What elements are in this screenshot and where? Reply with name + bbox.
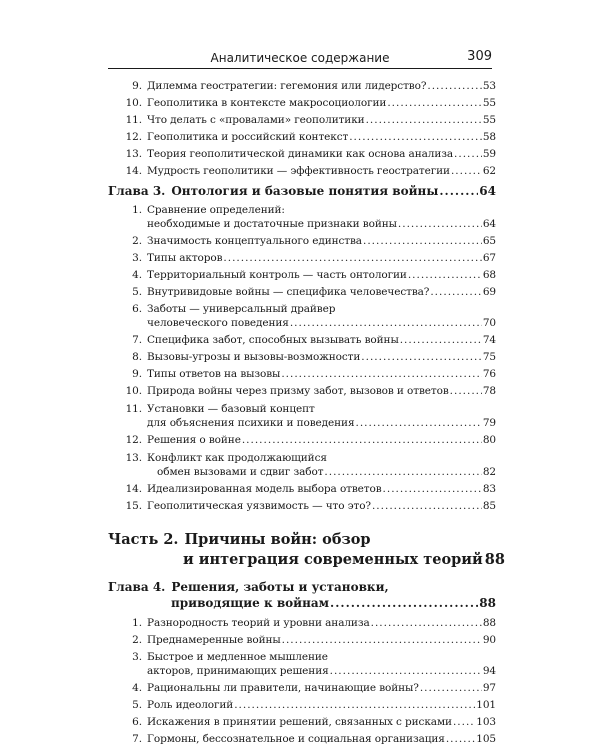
toc-entry[interactable] [0, 665, 600, 677]
toc-entry-title-continued: обмен вызовами и сдвиг забот [157, 466, 324, 478]
toc-entry-number: 5. [132, 286, 142, 298]
toc-entry[interactable] [0, 235, 600, 247]
toc-entry-page: 90 [482, 634, 496, 646]
leader-dots [330, 596, 478, 610]
leader-dots [400, 334, 482, 346]
toc-entry-page: 101 [476, 699, 496, 711]
leader-dots [454, 148, 482, 160]
toc-entry-title: Преднамеренные войны [147, 634, 281, 646]
toc-entry-page: 103 [476, 716, 496, 728]
toc-entry-title: Природа войны через призму забот, вызовов и ответов [147, 385, 449, 397]
toc-entry-number: 14. [125, 165, 142, 177]
toc-entry-page: 97 [482, 682, 496, 694]
toc-entry-title: Что делать с «провалами» геополитики [147, 114, 365, 126]
toc-chapter-heading[interactable] [0, 184, 600, 198]
toc-entry-number: 9. [132, 368, 142, 380]
toc-entry-number: 1. [132, 617, 142, 629]
toc-entry-page: 78 [482, 385, 496, 397]
leader-dots [355, 417, 481, 429]
toc-entry[interactable] [0, 148, 600, 160]
toc-entry[interactable] [0, 97, 600, 109]
leader-dots [324, 466, 481, 478]
leader-dots [453, 716, 475, 728]
toc-entry-page: 62 [482, 165, 496, 177]
toc-entry-title: Заботы — универсальный драйвер [147, 303, 336, 315]
leader-dots [282, 634, 482, 646]
toc-entry-title: Решения о войне [147, 434, 241, 446]
toc-entry-title: Геополитика в контексте макросоциологии [147, 97, 387, 109]
toc-entry-number: 12. [125, 131, 142, 143]
toc-entry-number: 7. [132, 733, 142, 745]
toc-entry-page: 80 [482, 434, 496, 446]
toc-entry-number: 10. [125, 97, 142, 109]
toc-part-heading[interactable] [0, 531, 600, 548]
leader-dots [281, 368, 482, 380]
toc-entry-title: Гормоны, бессознательное и социальная организация [147, 733, 445, 745]
toc-entry-page: 74 [482, 334, 496, 346]
toc-entry-page: 55 [482, 97, 496, 109]
toc-entry-number: 12. [125, 434, 142, 446]
toc-entry-title-continued: для объяснения психики и поведения [147, 417, 355, 429]
toc-entry[interactable] [0, 434, 600, 446]
toc-entry-number: 6. [132, 303, 142, 315]
chapter-title-continued: приводящие к войнам [171, 596, 330, 610]
toc-entry-title: Идеализированная модель выбора ответов [147, 483, 382, 495]
toc-entry-title-continued: человеческого поведения [147, 317, 289, 329]
toc-entry-title: Геополитическая уязвимость — что это? [147, 500, 371, 512]
toc-entry[interactable] [0, 80, 600, 92]
toc-entry[interactable] [0, 682, 600, 694]
toc-entry-line[interactable] [0, 452, 600, 464]
toc-entry[interactable] [0, 269, 600, 281]
toc-entry-page: 75 [482, 351, 496, 363]
leader-dots [234, 699, 475, 711]
leader-dots [387, 97, 482, 109]
toc-entry-number: 13. [125, 452, 142, 464]
toc-entry[interactable] [0, 500, 600, 512]
toc-entry-title: Типы ответов на вызовы [147, 368, 281, 380]
toc-entry[interactable] [0, 252, 600, 264]
toc-entry-page: 82 [482, 466, 496, 478]
leader-dots [290, 317, 482, 329]
toc-entry-title: Сравнение определений: [147, 204, 285, 216]
chapter-title: Решения, заботы и установки, [171, 580, 389, 594]
leader-dots [366, 114, 482, 126]
toc-entry-title: Установки — базовый концепт [147, 403, 315, 415]
toc-entry-page: 53 [482, 80, 496, 92]
toc-entry-title: Геополитика и российский контекст [147, 131, 349, 143]
toc-entry-number: 14. [125, 483, 142, 495]
toc-entry-title: Дилемма геостратегии: гегемония или лидерство? [147, 80, 427, 92]
toc-entry-title: Рациональны ли правители, начинающие войны? [147, 682, 419, 694]
toc-entry-number: 10. [125, 385, 142, 397]
chapter-page: 88 [479, 596, 496, 610]
toc-entry[interactable] [0, 733, 600, 745]
toc-chapter-heading[interactable] [0, 580, 600, 594]
toc-entry-number: 6. [132, 716, 142, 728]
leader-dots [242, 434, 482, 446]
toc-entry-page: 65 [482, 235, 496, 247]
toc-entry-title: Быстрое и медленное мышление [147, 651, 328, 663]
toc-entry-page: 94 [482, 665, 496, 677]
toc-entry-number: 8. [132, 351, 142, 363]
toc-entry-number: 13. [125, 148, 142, 160]
toc-entry-number: 9. [132, 80, 142, 92]
leader-dots [330, 665, 482, 677]
toc-entry-page: 83 [482, 483, 496, 495]
page-number: 309 [467, 49, 492, 64]
toc-entry[interactable] [0, 317, 600, 329]
toc-entry-page: 67 [482, 252, 496, 264]
toc-entry[interactable] [0, 716, 600, 728]
chapter-page: 64 [479, 184, 496, 198]
toc-chapter-heading-line[interactable] [0, 596, 600, 610]
leader-dots [451, 165, 482, 177]
toc-entry-title-continued: необходимые и достаточные признаки войны [147, 218, 397, 230]
toc-entry[interactable] [0, 114, 600, 126]
toc-part-heading-line[interactable] [0, 551, 600, 568]
leader-dots [398, 218, 482, 230]
part-title: Причины войн: обзор [184, 531, 371, 548]
toc-entry[interactable] [0, 634, 600, 646]
leader-dots [371, 617, 482, 629]
toc-entry[interactable] [0, 334, 600, 346]
toc-entry-page: 105 [476, 733, 496, 745]
toc-entry-title: Искажения в принятии решений, связанных с рисками [147, 716, 452, 728]
toc-entry[interactable] [0, 131, 600, 143]
toc-entry-page: 68 [482, 269, 496, 281]
leader-dots [383, 483, 482, 495]
toc-entry[interactable] [0, 385, 600, 397]
leader-dots [439, 184, 478, 198]
toc-entry-title: Вызовы-угрозы и вызовы-возможности [147, 351, 361, 363]
toc-entry-number: 11. [125, 114, 142, 126]
toc-entry-page: 58 [482, 131, 496, 143]
toc-entry[interactable] [0, 699, 600, 711]
toc-entry-number: 2. [132, 235, 142, 247]
toc-entry-page: 76 [482, 368, 496, 380]
toc-entry[interactable] [0, 417, 600, 429]
toc-entry-page: 55 [482, 114, 496, 126]
running-header [108, 46, 492, 69]
toc-entry-line[interactable] [0, 403, 600, 415]
leader-dots [420, 682, 482, 694]
toc-entry[interactable] [0, 286, 600, 298]
toc-entry-title: Типы акторов [147, 252, 223, 264]
part-title-continued: и интеграция современных теорий [183, 551, 483, 568]
chapter-number: Глава 3. [108, 184, 166, 198]
toc-entry[interactable] [0, 351, 600, 363]
toc-entry-title: Значимость концептуального единства [147, 235, 362, 247]
running-header-title: Аналитическое содержание [210, 51, 390, 65]
leader-dots [223, 252, 481, 264]
toc-entry-title: Территориальный контроль — часть онтологии [147, 269, 407, 281]
toc-entry-page: 59 [482, 148, 496, 160]
toc-entry-title: Теория геополитической динамики как основа анализа [147, 148, 454, 160]
toc-entry[interactable] [0, 165, 600, 177]
toc-entry-line[interactable] [0, 651, 600, 663]
toc-entry-number: 4. [132, 682, 142, 694]
chapter-number: Глава 4. [108, 580, 166, 594]
toc-entry-number: 3. [132, 252, 142, 264]
part-number: Часть 2. [108, 531, 179, 548]
toc-entry-page: 79 [482, 417, 496, 429]
leader-dots [372, 500, 482, 512]
leader-dots [450, 385, 482, 397]
toc-entry-line[interactable] [0, 303, 600, 315]
leader-dots [427, 80, 481, 92]
toc-entry-number: 7. [132, 334, 142, 346]
toc-entry[interactable] [0, 483, 600, 495]
toc-entry-number: 2. [132, 634, 142, 646]
toc-entry-title: Мудрость геополитики — эффективность геостратегии [147, 165, 450, 177]
leader-dots [408, 269, 482, 281]
toc-entry-page: 69 [482, 286, 496, 298]
toc-entry[interactable] [0, 368, 600, 380]
toc-entry-title: Роль идеологий [147, 699, 234, 711]
toc-entry-title: Разнородность теорий и уровни анализа [147, 617, 370, 629]
leader-dots [430, 286, 481, 298]
toc-entry[interactable] [0, 617, 600, 629]
toc-entry-title: Внутривидовые войны — специфика человечества? [147, 286, 430, 298]
chapter-title: Онтология и базовые понятия войны [171, 184, 439, 198]
part-page: 88 [484, 551, 505, 568]
leader-dots [361, 351, 482, 363]
toc-entry-line[interactable] [0, 204, 600, 216]
toc-entry-number: 5. [132, 699, 142, 711]
toc-entry-page: 64 [482, 218, 496, 230]
leader-dots [363, 235, 482, 247]
toc-entry-number: 11. [125, 403, 142, 415]
toc-entry-page: 85 [482, 500, 496, 512]
toc-entry-title-continued: акторов, принимающих решения [147, 665, 329, 677]
toc-entry-number: 3. [132, 651, 142, 663]
leader-dots [446, 733, 475, 745]
toc-entry-number: 15. [125, 500, 142, 512]
toc-entry[interactable] [0, 466, 600, 478]
toc-entry[interactable] [0, 218, 600, 230]
toc-entry-title: Специфика забот, способных вызывать войны [147, 334, 399, 346]
leader-dots [349, 131, 482, 143]
toc-entry-number: 4. [132, 269, 142, 281]
toc-entry-page: 88 [482, 617, 496, 629]
toc-entry-title: Конфликт как продолжающийся [147, 452, 327, 464]
toc-entry-page: 70 [482, 317, 496, 329]
toc-entry-number: 1. [132, 204, 142, 216]
